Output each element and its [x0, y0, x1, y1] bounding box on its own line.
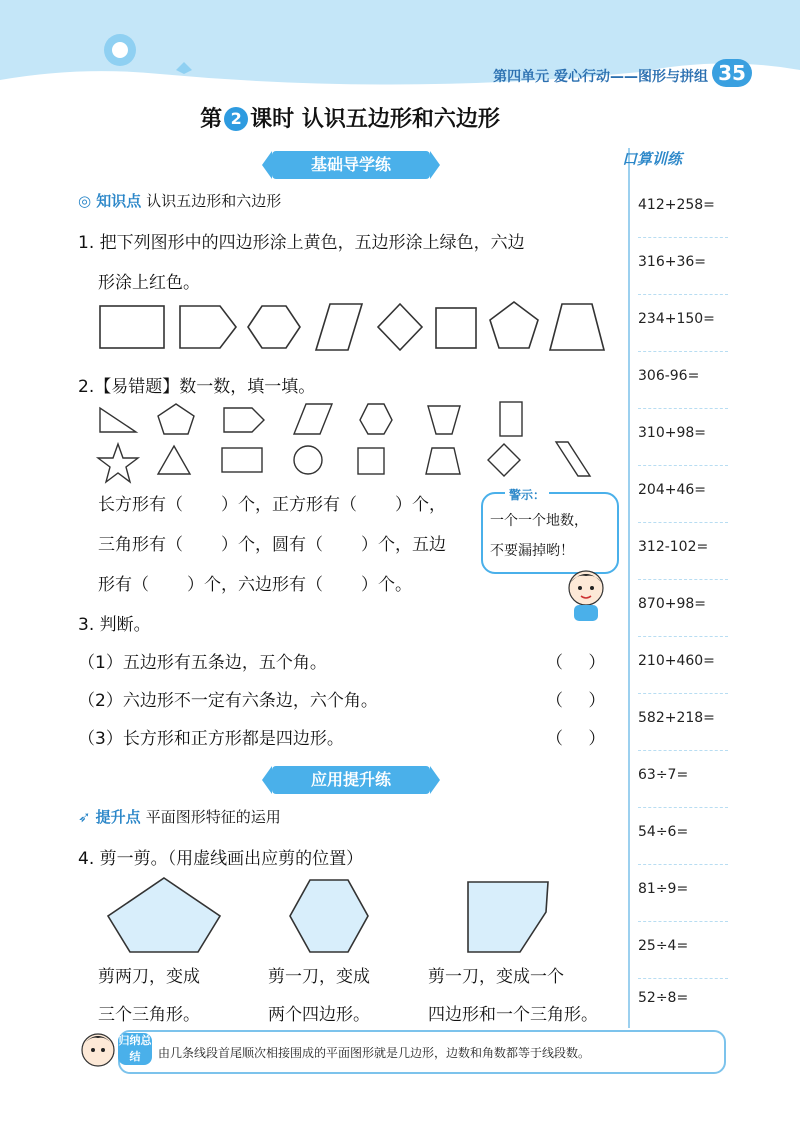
q2-tall-rectangle [500, 402, 522, 436]
q1-diamond [378, 304, 422, 350]
q3-answer-2[interactable]: （ ） [546, 691, 616, 711]
q4-pentagon [108, 878, 220, 952]
calc-item: 54÷6= [638, 807, 728, 865]
q3-answer-1[interactable]: （ ） [546, 653, 616, 673]
knowledge-point [78, 190, 281, 211]
q2-pentagon [158, 404, 194, 434]
q1-trapezoid [550, 304, 604, 350]
calc-item: 210+460= [638, 636, 728, 694]
cartoon-face-icon [78, 1028, 118, 1074]
q1-hexagon [248, 306, 300, 348]
q2-line2 [98, 530, 446, 555]
q2-trapezoid-2 [426, 448, 460, 474]
tip-bubble [481, 492, 619, 574]
tip-line1: 一个一个地数， [490, 513, 588, 529]
q2-line3-c: ）个。 [361, 575, 412, 595]
q1-pentagon [490, 302, 538, 348]
q4-title: 4. 剪一剪。（用虚线画出应剪的位置） [78, 849, 364, 869]
kp2-text: 平面图形特征的运用 [145, 808, 281, 826]
kp-text: 认识五边形和六边形 [146, 192, 282, 210]
calc-item: 306-96= [638, 351, 728, 409]
q2-line2-b: ）个，圆有（ [221, 535, 323, 555]
q2-right-triangle [100, 408, 136, 432]
calc-item: 310+98= [638, 408, 728, 466]
summary-tag: 归纳总结 [118, 1034, 152, 1063]
lesson-suffix: 课时 认识五边形和六边形 [250, 107, 500, 132]
q1-line2: 形涂上红色。 [98, 273, 200, 293]
q2-title: 2.【易错题】数一数，填一填。 [78, 377, 316, 397]
q2-line3 [98, 570, 412, 595]
q2-line1 [98, 490, 446, 515]
q2-diamond [488, 444, 520, 476]
q2-rectangle [222, 448, 262, 472]
calc-item: 81÷9= [638, 864, 728, 922]
q2-trapezoid [428, 406, 460, 434]
q2-line1-c: ）个， [395, 495, 446, 515]
calc-item: 316+36= [638, 237, 728, 295]
q2-arrow-pentagon [224, 408, 264, 432]
calc-item: 582+218= [638, 693, 728, 751]
summary-text: 由几条线段首尾顺次相接围成的平面图形就是几边形，边数和角数都等于线段数。 [158, 1046, 591, 1060]
q1-rectangle [100, 306, 164, 348]
cartoon-boy-icon [556, 568, 620, 624]
improvement-point [78, 806, 281, 827]
q1-shapes [94, 298, 614, 354]
page-number: 35 [712, 59, 752, 87]
rocket-icon: ➶ [78, 808, 91, 826]
calc-item: 312-102= [638, 522, 728, 580]
section-banner-applied: 应用提升练 [272, 766, 430, 794]
lesson-title [0, 102, 700, 133]
kp-label: 知识点 [96, 192, 142, 210]
calc-item: 63÷7= [638, 750, 728, 808]
calc-item: 204+46= [638, 465, 728, 523]
q4-quad-triangle [468, 882, 548, 952]
q2-line3-a: 形有（ [98, 575, 149, 595]
q2-parallelogram [294, 404, 332, 434]
q2-triangle [158, 446, 190, 474]
q3-item-2: （2）六边形不一定有六条边，六个角。 [78, 691, 378, 711]
q1-parallelogram [316, 304, 362, 350]
q4-caption-1-line1: 剪两刀，变成 [98, 967, 200, 987]
q2-line1-a: 长方形有（ [98, 495, 183, 515]
sidebar-title: 口算训练 [622, 150, 683, 168]
tip-title: 警示： [505, 486, 549, 503]
q2-circle [294, 446, 322, 474]
q4-hexagon [290, 880, 368, 952]
target-icon: ◎ [78, 192, 92, 210]
q3-item-3: （3）长方形和正方形都是四边形。 [78, 729, 344, 749]
q2-line3-b: ）个，六边形有（ [187, 575, 323, 595]
kp2-label: 提升点 [95, 808, 141, 826]
section-banner-basic: 基础导学练 [272, 151, 430, 179]
q2-line2-c: ）个，五边 [361, 535, 446, 555]
lesson-prefix: 第 [200, 107, 223, 132]
q2-line1-b: ）个，正方形有（ [221, 495, 357, 515]
q2-slant-parallelogram [556, 442, 590, 476]
lesson-number: 2 [224, 107, 248, 131]
q4-shapes [100, 876, 560, 954]
q4-caption-2-line1: 剪一刀，变成 [268, 967, 370, 987]
calc-item: 234+150= [638, 294, 728, 352]
unit-title: 第四单元 爱心行动——图形与拼组 [493, 69, 708, 85]
q3-item-1: （1）五边形有五条边，五个角。 [78, 653, 327, 673]
tip-line2: 不要漏掉哟！ [490, 543, 574, 559]
q4-caption-3-line2: 四边形和一个三角形。 [428, 1005, 598, 1025]
q4-caption-1-line2: 三个三角形。 [98, 1005, 200, 1025]
q1-line1: 1. 把下列图形中的四边形涂上黄色，五边形涂上绿色，六边 [78, 233, 525, 253]
q3-title: 3. 判断。 [78, 615, 151, 635]
calc-item: 870+98= [638, 579, 728, 637]
q1-square [436, 308, 476, 348]
q3-answer-3[interactable]: （ ） [546, 729, 616, 749]
q2-line2-a: 三角形有（ [98, 535, 183, 555]
calc-item: 25÷4= [638, 921, 728, 979]
q2-shapes [92, 398, 602, 484]
calc-item: 412+258= [638, 180, 728, 238]
q2-square [358, 448, 384, 474]
q1-pentagon-arrow [180, 306, 236, 348]
calc-item: 52÷8= [638, 990, 689, 1006]
q2-star [98, 444, 138, 482]
q2-hexagon [360, 404, 392, 434]
q4-caption-2-line2: 两个四边形。 [268, 1005, 370, 1025]
q4-caption-3-line1: 剪一刀，变成一个 [428, 967, 564, 987]
